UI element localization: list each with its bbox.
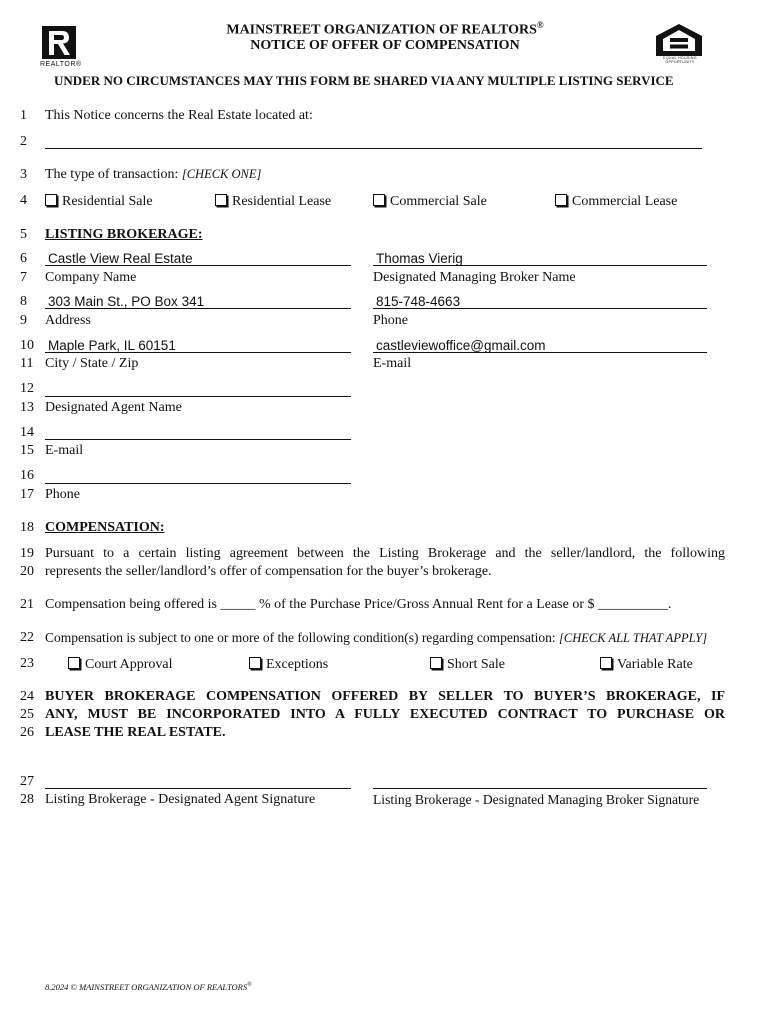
checkbox-variable-rate[interactable] [600, 656, 693, 673]
checkbox-short-sale[interactable] [430, 656, 505, 673]
checkbox-exceptions[interactable] [249, 656, 328, 673]
agent-phone-label: Phone [45, 487, 80, 502]
checkbox-residential-sale[interactable] [45, 193, 153, 210]
line-number: 4 [20, 193, 27, 208]
line-number: 22 [20, 630, 34, 645]
footer-registered-mark: ® [247, 982, 252, 989]
line-number: 26 [20, 725, 34, 740]
address-field[interactable] [45, 308, 351, 309]
checkbox-label: Commercial Lease [572, 194, 678, 209]
checkbox-icon[interactable] [215, 194, 227, 206]
line-number: 19 [20, 546, 34, 561]
compensation-heading: COMPENSATION: [45, 520, 165, 535]
checkbox-residential-lease[interactable] [215, 193, 331, 210]
agent-signature-label: Listing Brokerage - Designated Agent Signature [45, 792, 316, 807]
notice-line-2: ANY, MUST BE INCORPORATED INTO A FULLY EXECUTED CONTRACT TO PURCHASE OR [45, 707, 725, 722]
compensation-paragraph-line-1: Pursuant to a certain listing agreement between the Listing Brokerage and the seller/landlord, the following [45, 546, 725, 561]
form-title [0, 20, 770, 39]
conditions-hint: [CHECK ALL THAT APPLY] [559, 631, 708, 645]
line-number: 23 [20, 656, 34, 671]
line-number: 14 [20, 425, 34, 440]
footer [45, 982, 252, 992]
line-number: 3 [20, 167, 27, 182]
city-state-zip-field[interactable] [45, 352, 351, 353]
checkbox-label: Residential Lease [232, 194, 332, 209]
footer-text: 8.2024 © MAINSTREET ORGANIZATION OF REALTORS [45, 982, 248, 992]
checkbox-label: Short Sale [447, 657, 505, 672]
transaction-label [45, 167, 261, 183]
line-number: 20 [20, 564, 34, 579]
checkbox-icon[interactable] [249, 657, 261, 669]
checkbox-icon[interactable] [373, 194, 385, 206]
line-number: 27 [20, 774, 34, 789]
form-subtitle: NOTICE OF OFFER OF COMPENSATION [250, 38, 520, 53]
notice-line-1: BUYER BROKERAGE COMPENSATION OFFERED BY SELLER TO BUYER’S BROKERAGE, IF [45, 689, 725, 704]
line-number: 21 [20, 597, 34, 612]
broker-name-value: Thomas Vierig [376, 251, 463, 266]
checkbox-commercial-sale[interactable] [373, 193, 487, 210]
email-field[interactable] [373, 352, 707, 353]
line-number: 5 [20, 227, 27, 242]
property-address-field[interactable] [45, 148, 702, 149]
property-intro: This Notice concerns the Real Estate located at: [45, 108, 313, 123]
form-title-text: MAINSTREET ORGANIZATION OF REALTORS [226, 22, 537, 38]
notice-line-3: LEASE THE REAL ESTATE. [45, 725, 226, 740]
agent-name-field[interactable] [45, 396, 351, 397]
transaction-hint: [CHECK ONE] [181, 167, 262, 181]
line-number: 28 [20, 792, 34, 807]
broker-name-label: Designated Managing Broker Name [373, 270, 576, 285]
agent-email-label: E-mail [45, 443, 84, 458]
equal-housing-text: EQUAL HOUSING OPPORTUNITY [663, 56, 697, 64]
registered-mark: ® [536, 20, 544, 30]
transaction-label-text: The type of transaction: [45, 167, 179, 182]
conditions-label-text: Compensation is subject to one or more of the following condition(s) regarding compensation: [45, 630, 556, 645]
line-number: 11 [20, 356, 34, 371]
checkbox-commercial-lease[interactable] [555, 193, 677, 210]
email-value: castleviewoffice@gmail.com [376, 338, 546, 353]
checkbox-label: Commercial Sale [390, 194, 487, 209]
checkbox-label: Court Approval [85, 657, 173, 672]
line-number: 8 [20, 294, 27, 309]
line-number: 2 [20, 134, 27, 149]
line-number: 17 [20, 487, 34, 502]
company-name-label: Company Name [45, 270, 137, 285]
company-name-value: Castle View Real Estate [48, 251, 193, 266]
realtor-logo-text: REALTOR® [40, 61, 82, 68]
phone-label: Phone [373, 313, 408, 328]
checkbox-label: Variable Rate [617, 657, 693, 672]
line-number: 15 [20, 443, 34, 458]
address-label: Address [45, 313, 91, 328]
checkbox-icon[interactable] [68, 657, 80, 669]
company-name-field[interactable] [45, 265, 351, 266]
agent-email-field[interactable] [45, 439, 351, 440]
line-number: 9 [20, 313, 27, 328]
line-number: 7 [20, 270, 27, 285]
checkbox-icon[interactable] [555, 194, 567, 206]
listing-brokerage-heading: LISTING BROKERAGE: [45, 227, 203, 242]
address-value: 303 Main St., PO Box 341 [48, 294, 205, 309]
city-state-zip-label: City / State / Zip [45, 356, 139, 371]
checkbox-icon[interactable] [600, 657, 612, 669]
line-number: 18 [20, 520, 34, 535]
line-number: 16 [20, 468, 34, 483]
compensation-offer-line[interactable]: Compensation being offered is _____ % of the Purchase Price/Gross Annual Rent for a Lease or $ __________. [45, 597, 672, 612]
line-number: 25 [20, 707, 34, 722]
city-state-zip-value: Maple Park, IL 60151 [48, 338, 176, 353]
checkbox-icon[interactable] [430, 657, 442, 669]
checkbox-label: Residential Sale [62, 194, 153, 209]
line-number: 13 [20, 400, 34, 415]
agent-signature-field[interactable] [45, 788, 351, 789]
agent-phone-field[interactable] [45, 483, 351, 484]
email-label: E-mail [373, 356, 412, 371]
broker-signature-field[interactable] [373, 788, 707, 789]
line-number: 6 [20, 251, 27, 266]
line-number: 1 [20, 108, 27, 123]
checkbox-icon[interactable] [45, 194, 57, 206]
mls-warning: UNDER NO CIRCUMSTANCES MAY THIS FORM BE SHARED VIA ANY MULTIPLE LISTING SERVICE [54, 73, 674, 88]
line-number: 24 [20, 689, 34, 704]
compensation-paragraph-line-2: represents the seller/landlord’s offer of compensation for the buyer’s brokerage. [45, 564, 492, 579]
phone-field[interactable] [373, 308, 707, 309]
agent-name-label: Designated Agent Name [45, 400, 182, 415]
broker-name-field[interactable] [373, 265, 707, 266]
line-number: 12 [20, 381, 34, 396]
broker-signature-label: Listing Brokerage - Designated Managing Broker Signature [373, 792, 700, 807]
checkbox-label: Exceptions [266, 657, 329, 672]
conditions-label [45, 630, 707, 646]
checkbox-court-approval[interactable] [68, 656, 173, 673]
phone-value: 815-748-4663 [376, 294, 461, 309]
line-number: 10 [20, 338, 34, 353]
